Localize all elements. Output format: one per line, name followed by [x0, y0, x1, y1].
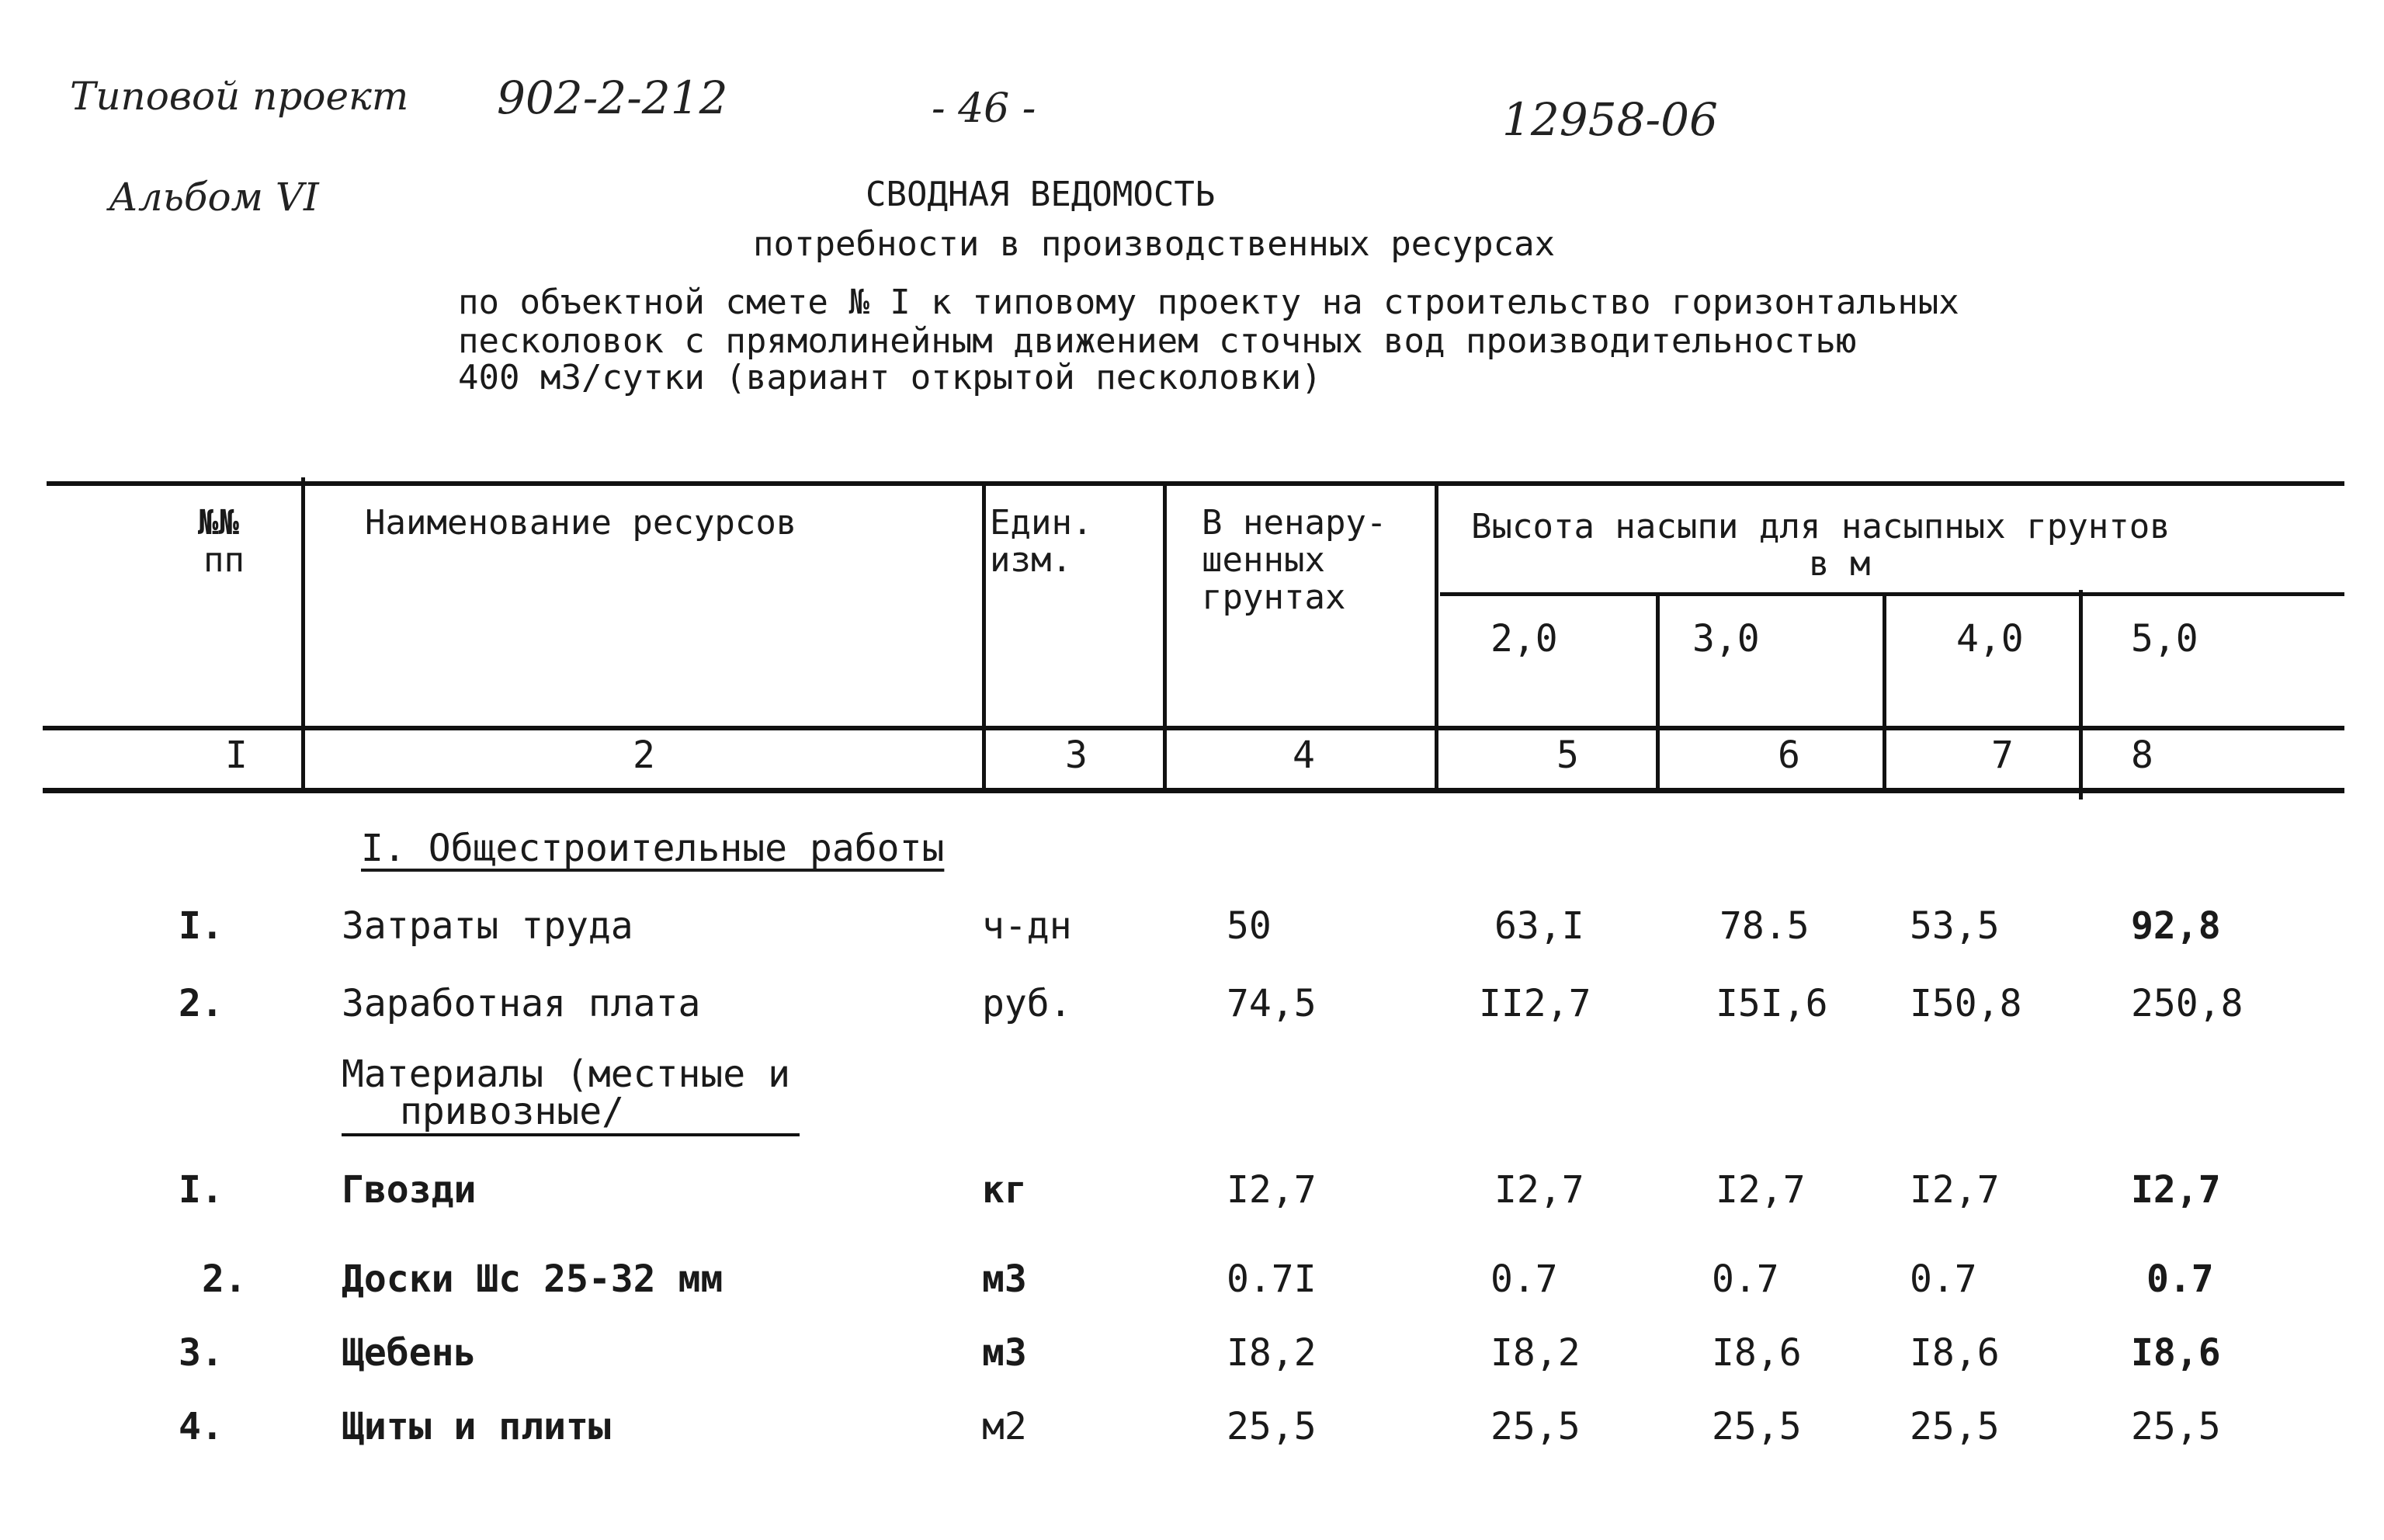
material-2-name: Доски Шс 25-32 мм: [342, 1257, 724, 1301]
page-number: - 46 -: [932, 85, 1036, 132]
column-number-7: 7: [1991, 734, 2014, 777]
row-2-col6: I5I,6: [1716, 982, 1828, 1025]
material-3-number: 3.: [179, 1331, 224, 1375]
project-label: Типовой проект: [70, 74, 409, 119]
column-divider-1: [301, 477, 305, 792]
header-pp: пп: [203, 540, 245, 580]
row-1-col5: 63,I: [1494, 904, 1584, 948]
table-top-border: [47, 481, 2344, 486]
material-2-col7: 0.7: [1910, 1257, 1977, 1301]
material-4-col4: 25,5: [1227, 1405, 1317, 1448]
header-unit-b: изм.: [990, 540, 1072, 580]
material-1-number: I.: [179, 1168, 224, 1212]
row-1-col8: 92,8: [2131, 904, 2221, 948]
row-1-col6: 78.5: [1719, 904, 1810, 948]
material-1-col8: I2,7: [2131, 1168, 2221, 1212]
header-undisturbed-b: шенных: [1202, 540, 1325, 580]
material-3-col7: I8,6: [1910, 1331, 2000, 1375]
column-number-3: 3: [1065, 734, 1088, 777]
header-number-sign: №№: [198, 503, 239, 543]
document-title: СВОДНАЯ ВЕДОМОСТЬ: [866, 175, 1216, 214]
header-undisturbed-a: В ненару-: [1202, 503, 1387, 543]
materials-heading-a: Материалы (местные и: [342, 1053, 790, 1096]
project-number: 902-2-212: [497, 71, 728, 124]
document-number: 12958-06: [1502, 93, 1718, 146]
column-number-5: 5: [1556, 734, 1579, 777]
material-3-col5: I8,2: [1490, 1331, 1581, 1375]
material-4-number: 4.: [179, 1405, 224, 1448]
column-divider-5: [1656, 594, 1660, 792]
material-1-unit: кг: [982, 1168, 1027, 1212]
row-1-name: Затраты труда: [342, 904, 633, 948]
column-number-4: 4: [1293, 734, 1315, 777]
album-label: Альбом VI: [109, 175, 319, 220]
column-numbers-bottom-border: [43, 788, 2344, 793]
section-heading: I. Общестроительные работы: [361, 827, 945, 870]
column-divider-3: [1163, 481, 1167, 792]
material-3-name: Щебень: [342, 1331, 477, 1375]
material-4-unit: м2: [982, 1405, 1027, 1448]
header-height-2: 2,0: [1490, 617, 1558, 661]
material-3-col6: I8,6: [1712, 1331, 1802, 1375]
subtitle-line-5: 400 м3/сутки (вариант открытой песколовки): [458, 358, 1322, 397]
material-3-col4: I8,2: [1227, 1331, 1317, 1375]
material-1-col7: I2,7: [1910, 1168, 2000, 1212]
header-unit-a: Един.: [990, 503, 1093, 543]
material-1-col6: I2,7: [1716, 1168, 1806, 1212]
material-2-col6: 0.7: [1712, 1257, 1779, 1301]
material-1-col5: I2,7: [1494, 1168, 1584, 1212]
header-group-title: Высота насыпи для насыпных грунтов: [1471, 507, 2171, 546]
material-2-col5: 0.7: [1490, 1257, 1558, 1301]
row-2-number: 2.: [179, 982, 224, 1025]
material-2-col8: 0.7: [2146, 1257, 2214, 1301]
materials-underline: [342, 1133, 800, 1136]
column-number-1: I: [225, 734, 248, 777]
header-height-4: 4,0: [1956, 617, 2024, 661]
column-divider-2: [982, 481, 986, 792]
material-4-col6: 25,5: [1712, 1405, 1802, 1448]
row-1-col4: 50: [1227, 904, 1272, 948]
material-4-col7: 25,5: [1910, 1405, 2000, 1448]
column-number-8: 8: [2131, 734, 2153, 777]
document-subtitle: потребности в производственных ресурсах: [753, 224, 1556, 264]
row-1-number: I.: [179, 904, 224, 948]
subtitle-line-4: песколовок с прямолинейным движением сточных вод производительностью: [458, 321, 1857, 361]
row-2-col7: I50,8: [1910, 982, 2022, 1025]
row-2-col8: 250,8: [2131, 982, 2243, 1025]
header-resource-name: Наименование ресурсов: [365, 503, 797, 543]
header-height-5: 5,0: [2131, 617, 2198, 661]
row-1-unit: ч-дн: [982, 904, 1072, 948]
column-divider-4: [1435, 481, 1438, 792]
material-4-name: Щиты и плиты: [342, 1405, 611, 1448]
material-2-col4: 0.7I: [1227, 1257, 1317, 1301]
material-1-col4: I2,7: [1227, 1168, 1317, 1212]
subtitle-line-3: по объектной смете № I к типовому проекту на строительство горизонтальных: [458, 283, 1959, 322]
material-1-name: Гвозди: [342, 1168, 477, 1212]
header-bottom-border: [43, 726, 2344, 730]
column-number-6: 6: [1778, 734, 1800, 777]
column-divider-7: [2079, 590, 2083, 799]
row-2-col4: 74,5: [1227, 982, 1317, 1025]
row-1-col7: 53,5: [1910, 904, 2000, 948]
material-3-col8: I8,6: [2131, 1331, 2221, 1375]
material-2-unit: м3: [982, 1257, 1027, 1301]
material-4-col5: 25,5: [1490, 1405, 1581, 1448]
row-2-name: Заработная плата: [342, 982, 701, 1025]
header-height-3: 3,0: [1692, 617, 1760, 661]
header-group-unit: в м: [1809, 544, 1871, 584]
group-header-divider: [1440, 592, 2344, 596]
column-divider-6: [1883, 594, 1886, 792]
row-2-col5: II2,7: [1479, 982, 1591, 1025]
materials-heading-b: привозные/: [400, 1090, 624, 1133]
row-2-unit: руб.: [982, 982, 1072, 1025]
material-3-unit: м3: [982, 1331, 1027, 1375]
material-2-number: 2.: [202, 1257, 247, 1301]
header-undisturbed-c: грунтах: [1202, 578, 1346, 617]
material-4-col8: 25,5: [2131, 1405, 2221, 1448]
column-number-2: 2: [633, 734, 655, 777]
